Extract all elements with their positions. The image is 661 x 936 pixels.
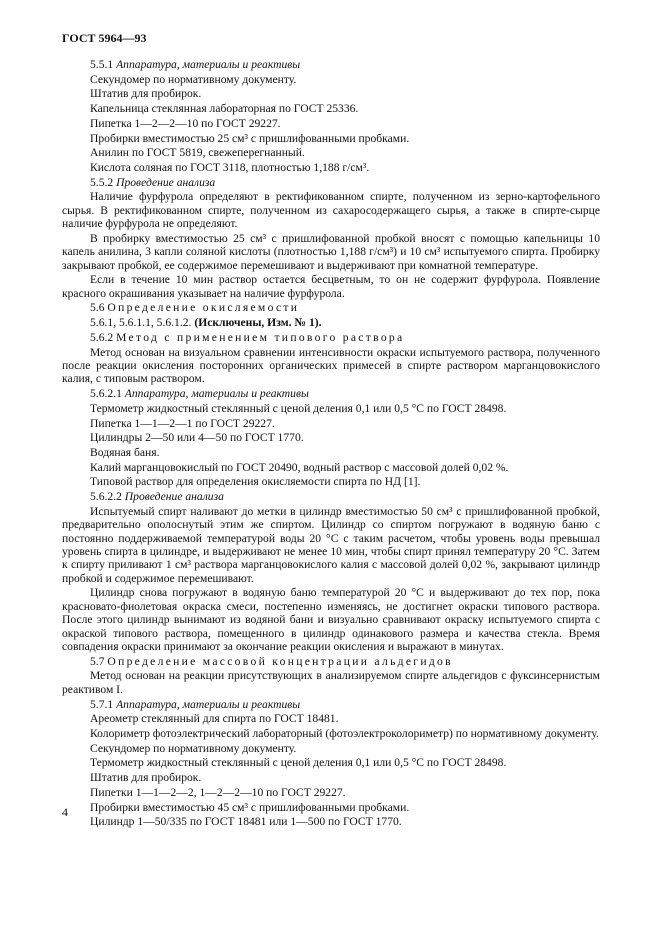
- subsection-heading-5-5-2: 5.5.2 Проведение анализа: [90, 175, 216, 189]
- list-item: Капельница стеклянная лабораторная по ГОСТ 25336.: [90, 102, 359, 116]
- list-item: Секундомер по нормативному документу.: [90, 72, 297, 86]
- list-item: Пипетка 1—2—2—10 по ГОСТ 29227.: [90, 116, 281, 130]
- list-item: Термометр жидкостный стеклянный с ценой деления 0,1 или 0,5 °С по ГОСТ 28498.: [90, 756, 507, 770]
- list-item: Штатив для пробирок.: [90, 771, 202, 785]
- list-item: Пипетки 1—1—2—2, 1—2—2—10 по ГОСТ 29227.: [90, 785, 346, 799]
- page-number: 4: [62, 805, 68, 819]
- list-item: Калий марганцовокислый по ГОСТ 20490, водный раствор с массовой долей 0,02 %.: [90, 460, 509, 474]
- list-item: Термометр жидкостный стеклянный с ценой деления 0,1 или 0,5 °С по ГОСТ 28498.: [90, 401, 507, 415]
- subsection-heading-5-5-1: 5.5.1 Аппаратура, материалы и реактивы: [90, 58, 301, 71]
- list-item: Пробирки вместимостью 45 см³ с пришлифованными пробками.: [90, 800, 410, 814]
- excluded-note: 5.6.1, 5.6.1.1, 5.6.1.2. (Исключены, Изм. № 1).: [90, 316, 322, 330]
- list-item: Типовой раствор для определения окисляемости спирта по НД [1].: [90, 475, 421, 489]
- paragraph: Метод основан на визуальном сравнении интенсивности окраски испытуемого раствора, полученного после реакции окисления посторонних органических примесей в спирте раствором марганцовокислого калия, с типовым раствором.: [62, 345, 600, 386]
- document-body: [62, 58, 600, 830]
- section-heading-5-6: 5.6 Определение окисляемости: [90, 301, 300, 315]
- paragraph: Метод основан на реакции присутствующих в анализируемом спирте альдегидов с фуксинсернистым реактивом I.: [62, 669, 600, 696]
- paragraph: Испытуемый спирт наливают до метки в цилиндр вместимостью 50 см³ с пришлифованной пробкой, предварительно ополоснутый этим же спиртом. Цилиндр со спиртом погружают в водяную баню с постоянно поддерживаемой температурой воды 20 °С с таким расчетом, чтобы уровень воды превышал уровень спирта в цилиндре, и выдерживают не менее 10 мин, чтобы спирт принял температуру 20 °С. Затем к спирту приливают 1 см³ раствора марганцовокислого калия с массовой долей 0,02 %, закрывают цилиндр пробкой и содержимое перемешивают.: [62, 504, 600, 585]
- list-item: Секундомер по нормативному документу.: [90, 741, 297, 755]
- paragraph: Цилиндр снова погружают в водяную баню температурой 20 °С и выдерживают до тех пор, пока красновато-фиолетовая окраска смеси, постепенно изменяясь, не достигнет окраски типового раствора. После этого цилиндр вынимают из водяной бани и визуально сравнивают окраску испытуемого спирта с окраской типового раствора, помещенного в цилиндр одинакового размера и качества стекла. Время совпадения окраски принимают за окончание реакции окисления и выражают в минутах.: [62, 586, 600, 654]
- list-item: Цилиндры 2—50 или 4—50 по ГОСТ 1770.: [90, 431, 304, 445]
- list-item: Ареометр стеклянный для спирта по ГОСТ 18481.: [90, 712, 339, 726]
- section-heading-5-7: 5.7 Определение массовой концентрации альдегидов: [90, 654, 453, 668]
- list-item: Пипетка 1—1—2—1 по ГОСТ 29227.: [90, 416, 275, 430]
- list-item: Анилин по ГОСТ 5819, свежеперегнанный.: [90, 146, 305, 160]
- list-item: Цилиндр 1—50/335 по ГОСТ 18481 или 1—500 по ГОСТ 1770.: [90, 815, 402, 829]
- list-item: Кислота соляная по ГОСТ 3118, плотностью 1,188 г/см³.: [90, 160, 370, 174]
- document-header: ГОСТ 5964—93: [62, 31, 147, 45]
- list-item: Пробирки вместимостью 25 см³ с пришлифованными пробками.: [90, 131, 410, 145]
- paragraph: Наличие фурфурола определяют в ректификованном спирте, полученном из зерно-картофельного сырья. В ректификованном спирте, полученном из сахаросодержащего сырья, а также в спирте-сырце наличие фурфурола не определяют.: [62, 190, 600, 231]
- list-item: Колориметр фотоэлектрический лабораторный (фотоэлектроколориметр) по нормативному документу.: [90, 727, 599, 740]
- subsection-heading-5-6-2-1: 5.6.2.1 Аппаратура, материалы и реактивы: [90, 387, 309, 401]
- paragraph: В пробирку вместимостью 25 см³ с пришлифованной пробкой вносят с помощью капельницы 10 капель анилина, 3 капли соляной кислоты (плотностью 1,188 г/см³) и 10 см³ испытуемого спирта. Пробирку закрывают пробкой, ее содержимое перемешивают и выдерживают при комнатной температуре.: [62, 231, 600, 272]
- paragraph: Если в течение 10 мин раствор остается бесцветным, то он не содержит фурфурола. Появление красного окрашивания указывает на наличие фурфурола.: [62, 273, 600, 300]
- subsection-heading-5-7-1: 5.7.1 Аппаратура, материалы и реактивы: [90, 697, 301, 711]
- subsection-heading-5-6-2: 5.6.2 Метод с применением типового раствора: [90, 330, 405, 344]
- list-item: Водяная баня.: [90, 445, 160, 459]
- subsection-heading-5-6-2-2: 5.6.2.2 Проведение анализа: [90, 490, 224, 504]
- list-item: Штатив для пробирок.: [90, 87, 202, 101]
